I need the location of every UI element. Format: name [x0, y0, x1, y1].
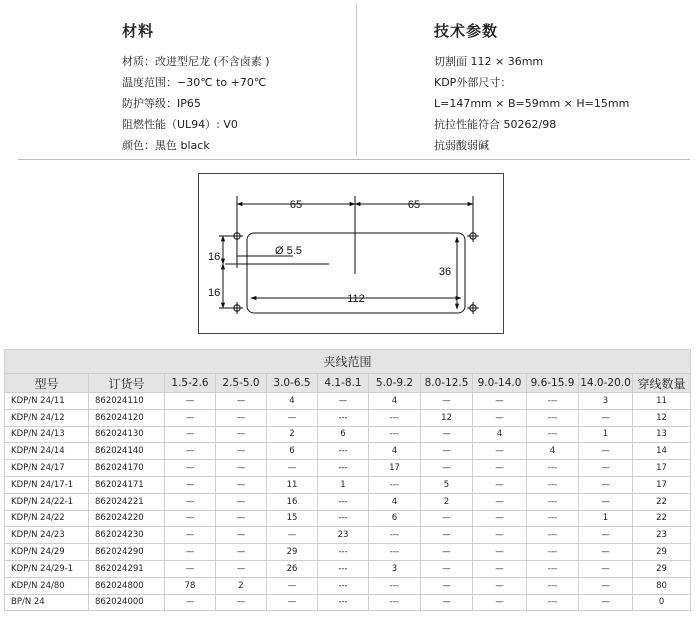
cell-model: KDP/N 24/22 [5, 510, 89, 527]
dim-width: 112 [347, 293, 365, 305]
cell-order-no: 862024170 [89, 460, 165, 477]
dim-side-top: 16 [208, 251, 221, 263]
cell-range-count: — [421, 544, 473, 561]
cell-range-count: — [473, 443, 527, 460]
cell-range-count: — [165, 460, 216, 477]
cell-range-count: 78 [165, 577, 216, 594]
cell-order-no: 862024290 [89, 544, 165, 561]
cell-order-no: 862024230 [89, 527, 165, 544]
cell-range-count: 4 [369, 493, 421, 510]
cell-range-count: — [473, 393, 527, 410]
cell-range-count: — [473, 560, 527, 577]
cell-order-no: 862024110 [89, 393, 165, 410]
cell-model: KDP/N 24/22-1 [5, 493, 89, 510]
header-order-no: 订货号 [89, 374, 165, 393]
cell-range-count: — [267, 527, 318, 544]
cell-range-count: — [579, 527, 633, 544]
cell-range-count: --- [369, 409, 421, 426]
cell-range-count: --- [318, 594, 369, 611]
cell-range-count: 26 [267, 560, 318, 577]
cell-range-count: 1 [579, 426, 633, 443]
cutout-line: 切割面 112 × 36mm [434, 55, 544, 68]
cell-range-count: --- [527, 476, 579, 493]
cell-order-no: 862024221 [89, 493, 165, 510]
table-row [5, 577, 691, 594]
cell-range-count: — [579, 544, 633, 561]
cell-range-count: --- [318, 460, 369, 477]
cell-model: KDP/N 24/29-1 [5, 560, 89, 577]
cell-range-count: — [216, 527, 267, 544]
cell-range-count: — [421, 527, 473, 544]
cell-range-count: --- [527, 594, 579, 611]
spec-table [4, 349, 691, 611]
cell-range-count: 6 [318, 426, 369, 443]
cell-range-count: --- [369, 476, 421, 493]
cell-range-count: 6 [369, 510, 421, 527]
cell-range-count: — [165, 493, 216, 510]
cell-range-count: --- [369, 426, 421, 443]
cell-range-count: 1 [318, 476, 369, 493]
cell-wire-count: 22 [633, 493, 691, 510]
table-row [5, 476, 691, 493]
cell-range-count: — [579, 493, 633, 510]
cell-order-no: 862024800 [89, 577, 165, 594]
cell-range-count: --- [527, 493, 579, 510]
table-row [5, 544, 691, 561]
materials-block [122, 20, 270, 156]
spec-table-wrapper [4, 349, 690, 611]
cell-range-count: — [165, 544, 216, 561]
cell-model: KDP/N 24/29 [5, 544, 89, 561]
cell-model: KDP/N 24/23 [5, 527, 89, 544]
cell-range-count: --- [369, 544, 421, 561]
outer-size-label: KDP外部尺寸： [434, 76, 512, 89]
cell-range-count: 4 [473, 426, 527, 443]
cell-range-count: 2 [216, 577, 267, 594]
cell-range-count: --- [318, 409, 369, 426]
cell-range-count: 6 [267, 443, 318, 460]
cell-range-count: — [165, 393, 216, 410]
temperature-line: 温度范围：−30℃ to +70℃ [122, 76, 267, 89]
cell-wire-count: 29 [633, 544, 691, 561]
protection-line: 防护等级：IP65 [122, 97, 201, 110]
table-body [5, 393, 691, 611]
cell-range-count: --- [527, 544, 579, 561]
cell-range-count: --- [318, 544, 369, 561]
cell-range-count: — [267, 577, 318, 594]
cell-range-count: --- [527, 426, 579, 443]
tech-block [434, 20, 629, 156]
cell-range-count: --- [318, 510, 369, 527]
cell-range-count: — [165, 527, 216, 544]
cell-range-count: 4 [267, 393, 318, 410]
header-range: 4.1-8.1 [318, 374, 369, 393]
cell-range-count: — [267, 594, 318, 611]
cell-range-count: 4 [369, 443, 421, 460]
cell-range-count: 1 [579, 510, 633, 527]
cell-range-count: — [473, 577, 527, 594]
cell-range-count: 3 [579, 393, 633, 410]
cell-range-count: 16 [267, 493, 318, 510]
header-range: 8.0-12.5 [421, 374, 473, 393]
cell-model: KDP/N 24/17-1 [5, 476, 89, 493]
acid-line: 抗弱酸弱碱 [434, 139, 489, 152]
cell-range-count: — [473, 493, 527, 510]
cell-range-count: — [579, 476, 633, 493]
cell-range-count: — [473, 510, 527, 527]
cell-range-count: — [421, 577, 473, 594]
tensile-line: 抗拉性能符合 50262/98 [434, 118, 557, 131]
cell-wire-count: 29 [633, 560, 691, 577]
dim-side-bottom: 16 [208, 287, 221, 299]
cell-range-count: — [165, 560, 216, 577]
cell-range-count: --- [369, 577, 421, 594]
cell-range-count: — [216, 493, 267, 510]
cell-wire-count: 17 [633, 460, 691, 477]
cell-range-count: --- [318, 560, 369, 577]
table-row [5, 460, 691, 477]
cell-range-count: 2 [267, 426, 318, 443]
dim-65-right: 65 [407, 199, 421, 211]
cell-range-count: 12 [421, 409, 473, 426]
cell-range-count: — [165, 409, 216, 426]
cell-range-count: — [216, 510, 267, 527]
cell-range-count: — [473, 460, 527, 477]
cell-range-count: — [421, 443, 473, 460]
cell-range-count: — [216, 409, 267, 426]
cell-range-count: — [216, 476, 267, 493]
cell-range-count: — [216, 460, 267, 477]
cell-order-no: 862024140 [89, 443, 165, 460]
header-range: 3.0-6.5 [267, 374, 318, 393]
cell-range-count: — [579, 443, 633, 460]
cell-range-count: --- [318, 443, 369, 460]
cell-range-count: 3 [369, 560, 421, 577]
cell-range-count: 17 [369, 460, 421, 477]
cell-model: KDP/N 24/80 [5, 577, 89, 594]
cell-order-no: 862024120 [89, 409, 165, 426]
outer-size-line: L=147mm × B=59mm × H=15mm [434, 97, 630, 110]
cell-range-count: 5 [421, 476, 473, 493]
specs-section [18, 0, 690, 160]
header-model: 型号 [5, 374, 89, 393]
cell-range-count: — [318, 393, 369, 410]
cell-range-count: — [421, 460, 473, 477]
table-row [5, 594, 691, 611]
cell-model: BP/N 24 [5, 594, 89, 611]
cell-range-count: — [473, 594, 527, 611]
cell-range-count: — [216, 426, 267, 443]
cell-range-count: — [579, 460, 633, 477]
material-line: 材质：改进型尼龙 (不含卤素 ) [122, 55, 270, 68]
cell-range-count: --- [369, 594, 421, 611]
cell-order-no: 862024291 [89, 560, 165, 577]
cell-range-count: --- [369, 527, 421, 544]
cell-order-no: 862024000 [89, 594, 165, 611]
table-row [5, 493, 691, 510]
cell-range-count: — [216, 393, 267, 410]
cell-model: KDP/N 24/12 [5, 409, 89, 426]
cell-range-count: --- [527, 409, 579, 426]
table-row [5, 510, 691, 527]
cell-model: KDP/N 24/11 [5, 393, 89, 410]
cell-range-count: 11 [267, 476, 318, 493]
cell-range-count: 15 [267, 510, 318, 527]
cell-range-count: --- [527, 393, 579, 410]
header-range: 1.5-2.6 [165, 374, 216, 393]
cell-range-count: — [579, 577, 633, 594]
cell-range-count: — [267, 460, 318, 477]
cell-range-count: — [165, 443, 216, 460]
header-range: 2.5-5.0 [216, 374, 267, 393]
header-range: 5.0-9.2 [369, 374, 421, 393]
tech-title: 技术参数 [434, 22, 499, 40]
cell-wire-count: 17 [633, 476, 691, 493]
cell-order-no: 862024130 [89, 426, 165, 443]
cell-wire-count: 11 [633, 393, 691, 410]
cell-range-count: — [216, 443, 267, 460]
cell-range-count: — [579, 594, 633, 611]
cell-wire-count: 14 [633, 443, 691, 460]
cell-range-count: 2 [421, 493, 473, 510]
dim-hole-diameter: Ø 5.5 [275, 245, 302, 257]
cell-range-count: — [473, 409, 527, 426]
cell-range-count: — [165, 476, 216, 493]
dim-65-left: 65 [289, 199, 303, 211]
cell-wire-count: 12 [633, 409, 691, 426]
cell-range-count: — [579, 560, 633, 577]
flame-line: 阻燃性能（UL94）: V0 [122, 118, 238, 131]
cell-range-count: — [267, 409, 318, 426]
header-range: 14.0-20.0 [579, 374, 633, 393]
cell-range-count: — [473, 476, 527, 493]
column-divider [356, 4, 357, 156]
table-header-row [5, 374, 691, 393]
cell-order-no: 862024171 [89, 476, 165, 493]
cell-range-count: — [216, 560, 267, 577]
cell-range-count: — [216, 544, 267, 561]
materials-title: 材料 [122, 22, 155, 40]
cell-range-count: — [165, 594, 216, 611]
cell-range-count: — [421, 393, 473, 410]
header-range: 9.0-14.0 [473, 374, 527, 393]
table-row [5, 393, 691, 410]
cell-wire-count: 80 [633, 577, 691, 594]
cell-wire-count: 0 [633, 594, 691, 611]
table-row [5, 560, 691, 577]
cell-range-count: --- [318, 577, 369, 594]
table-row [5, 426, 691, 443]
cell-range-count: --- [318, 493, 369, 510]
cell-range-count: — [165, 426, 216, 443]
cell-range-count: — [165, 510, 216, 527]
cell-order-no: 862024220 [89, 510, 165, 527]
table-row [5, 443, 691, 460]
dimension-drawing [198, 173, 504, 334]
cell-wire-count: 23 [633, 527, 691, 544]
cell-range-count: 23 [318, 527, 369, 544]
cell-range-count: 4 [369, 393, 421, 410]
color-line: 颜色：黑色 black [122, 139, 210, 152]
table-row [5, 409, 691, 426]
cell-range-count: --- [527, 577, 579, 594]
cell-range-count: --- [527, 460, 579, 477]
cell-model: KDP/N 24/17 [5, 460, 89, 477]
cell-range-count: — [421, 426, 473, 443]
clamp-range-title: 夹线范围 [5, 350, 691, 374]
cell-range-count: --- [527, 527, 579, 544]
cell-range-count: --- [527, 560, 579, 577]
cell-range-count: — [421, 594, 473, 611]
cell-model: KDP/N 24/14 [5, 443, 89, 460]
cell-range-count: — [579, 409, 633, 426]
cell-range-count: 29 [267, 544, 318, 561]
dim-height: 36 [438, 266, 452, 278]
cell-wire-count: 13 [633, 426, 691, 443]
table-row [5, 527, 691, 544]
cell-range-count: 4 [527, 443, 579, 460]
cell-range-count: — [216, 594, 267, 611]
cell-range-count: — [421, 560, 473, 577]
cell-range-count: — [473, 527, 527, 544]
cell-range-count: — [473, 544, 527, 561]
header-range: 9.6-15.9 [527, 374, 579, 393]
cell-wire-count: 22 [633, 510, 691, 527]
cell-model: KDP/N 24/13 [5, 426, 89, 443]
header-wire-count: 穿线数量 [633, 374, 691, 393]
cell-range-count: --- [527, 510, 579, 527]
cell-range-count: — [421, 510, 473, 527]
